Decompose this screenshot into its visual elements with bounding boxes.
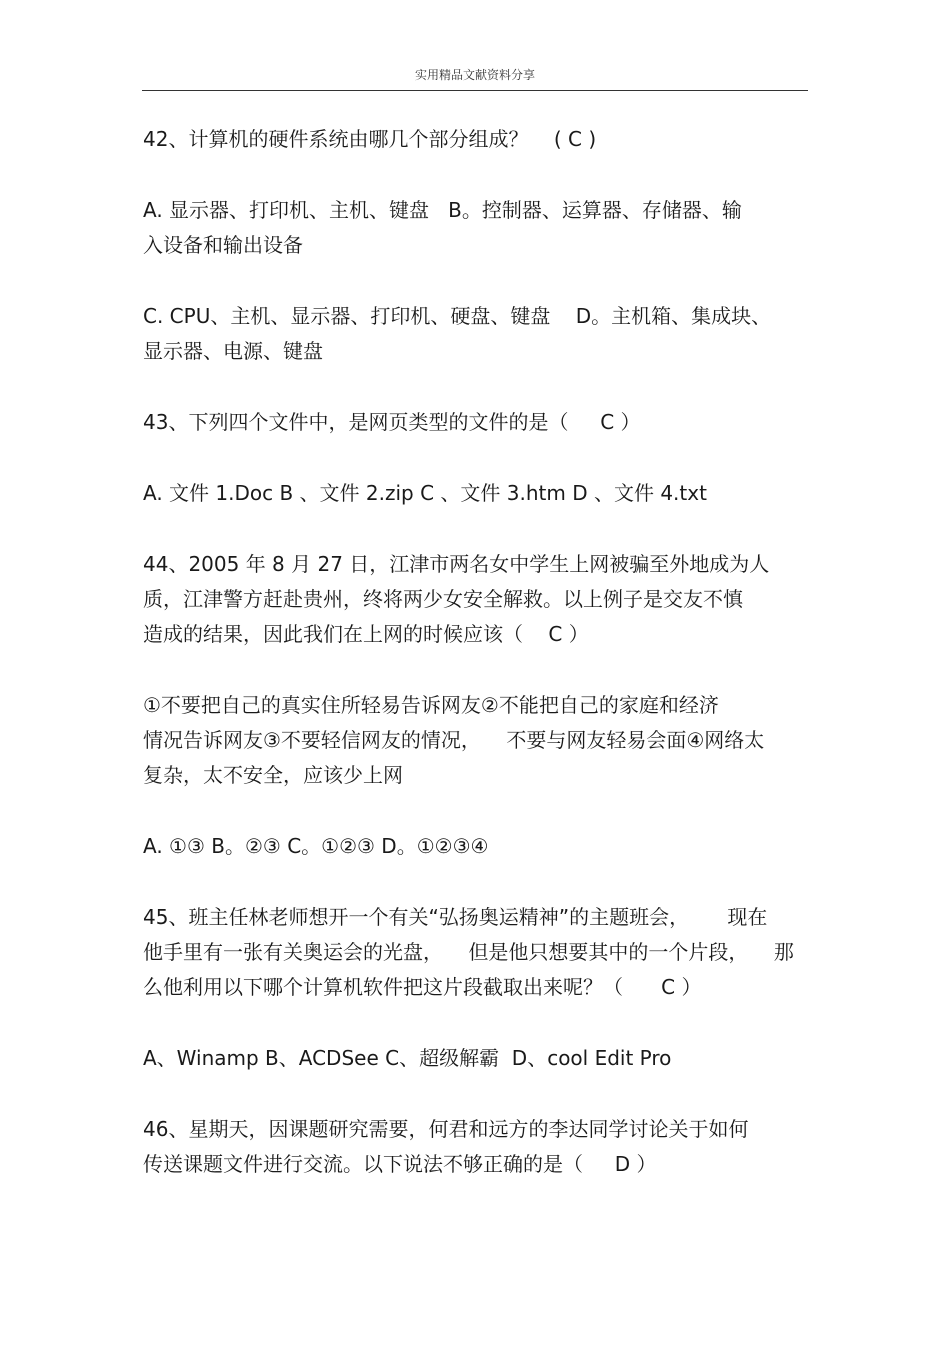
text-line: 造成的结果，因此我们在上网的时候应该（ C ） [143, 622, 589, 646]
text-line: 情况告诉网友③不要轻信网友的情况， 不要与网友轻易会面④网络太 [143, 728, 765, 752]
q44-statements [143, 688, 811, 793]
text-line: 复杂，太不安全，应该少上网 [143, 763, 403, 787]
q44-options [143, 829, 811, 864]
page-header: 实用精品文献资料分享 [414, 68, 535, 82]
text-line: 显示器、电源、键盘 [143, 339, 323, 363]
text-line: A、Winamp B、ACDSee C、超级解霸 D、cool Edit Pro [143, 1046, 672, 1070]
text-line: 46、星期天，因课题研究需要，何君和远方的李达同学讨论关于如何 [143, 1117, 749, 1141]
text-line: C. CPU、主机、显示器、打印机、硬盘、键盘 D。主机箱、集成块、 [143, 304, 772, 328]
text-line: 质，江津警方赶赴贵州，终将两少女安全解救。以上例子是交友不慎 [143, 587, 743, 611]
text-line: 42、计算机的硬件系统由哪几个部分组成？ ( C ) [143, 127, 597, 151]
question-43 [143, 405, 811, 440]
text-line: A. 显示器、打印机、主机、键盘 B。控制器、运算器、存储器、输 [143, 198, 742, 222]
q45-options [143, 1041, 811, 1076]
question-46 [143, 1112, 811, 1182]
text-line: 么他利用以下哪个计算机软件把这片段截取出来呢？（ C ） [143, 975, 702, 999]
text-line: 入设备和输出设备 [143, 233, 303, 257]
header-divider [142, 90, 808, 91]
text-line: A. ①③ B。②③ C。①②③ D。①②③④ [143, 834, 489, 858]
question-42 [143, 122, 811, 157]
text-line: 他手里有一张有关奥运会的光盘， 但是他只想要其中的一个片段， 那 [143, 940, 794, 964]
document-body [143, 122, 811, 1218]
text-line: A. 文件 1.Doc B 、文件 2.zip C 、文件 3.htm D 、文件 4.txt [143, 481, 707, 505]
q42-options-cd [143, 299, 811, 369]
q43-options [143, 476, 811, 511]
text-line: 传送课题文件进行交流。以下说法不够正确的是（ D ） [143, 1152, 657, 1176]
question-44 [143, 547, 811, 652]
text-line: 44、2005 年 8 月 27 日，江津市两名女中学生上网被骗至外地成为人 [143, 552, 770, 576]
q42-options-ab [143, 193, 811, 263]
text-line: 43、下列四个文件中，是网页类型的文件的是（ C ） [143, 410, 641, 434]
text-line: ①不要把自己的真实住所轻易告诉网友②不能把自己的家庭和经济 [143, 693, 719, 717]
text-line: 45、班主任林老师想开一个有关“弘扬奥运精神”的主题班会， 现在 [143, 905, 768, 929]
question-45 [143, 900, 811, 1005]
